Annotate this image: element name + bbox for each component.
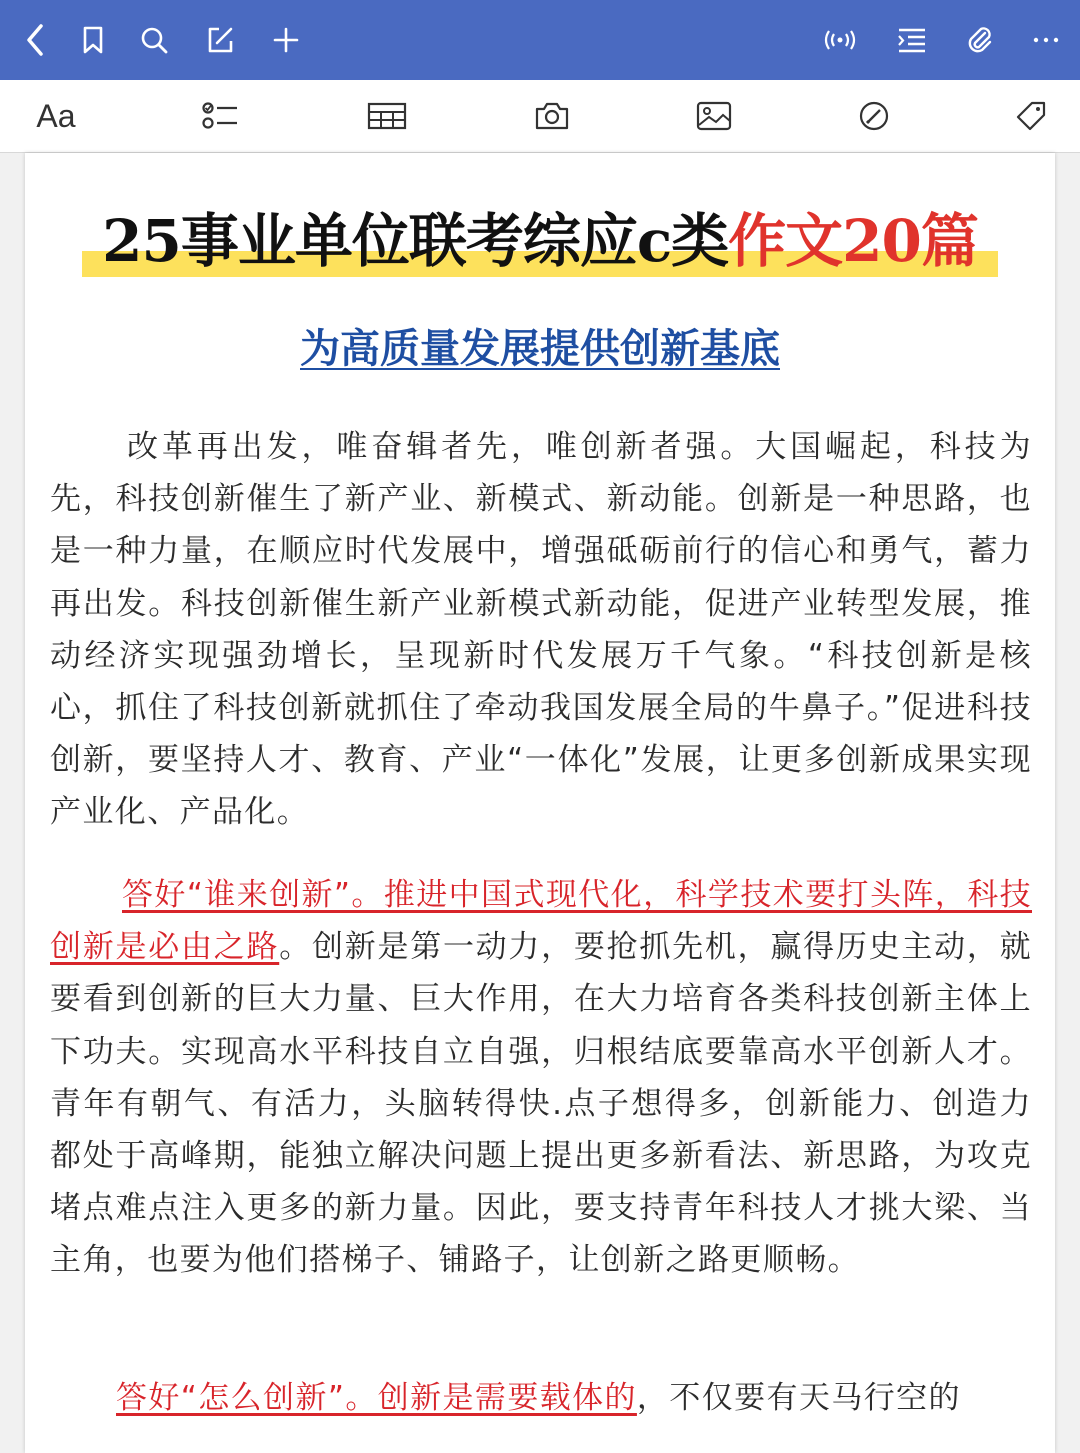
paragraph-1: 改革再出发，唯奋辑者先，唯创新者强。大国崛起，科技为先，科技创新催生了新产业、新模式、新动能。创新是一种思路，也是一种力量，在顺应时代发展中，增强砥砺前行的信心和勇气，蓄力再出发。科技创新催生新产业新模式新动能，促进产业转型发展，推动经济实现强劲增长，呈现新时代发展万千气象。“科技创新是核心，抓住了科技创新就抓住了牵动我国发展全局的牛鼻子。”促进科技创新，要坚持人才、教育、产业“一体化”发展，让更多创新成果实现产业化、产品化。 <box>50 429 1032 831</box>
camera-icon[interactable] <box>524 88 580 144</box>
search-icon[interactable] <box>128 14 180 66</box>
paragraph-3 <box>50 1372 1032 1424</box>
paragraph-3-lead: 答好“怎么创新”。创新是需要载体的 <box>116 1380 637 1416</box>
title-red-part: 作文20篇 <box>728 207 978 275</box>
paragraph-2-body: 。创新是第一动力，要抢抓先机，赢得历史主动，就要看到创新的巨大力量、巨大作用，在大力培育各类科技创新主体上下功夫。实现高水平科技自立自强，归根结底要靠高水平创新人才。青年有朝气、有活力，头脑转得快.点子想得多，创新能力、创造力都处于高峰期，能独立解决问题上提出更多新看法、新思路，为攻克堵点难点注入更多的新力量。因此，要支持青年科技人才挑大梁、当主角，也要为他们搭梯子、铺路子，让创新之路更顺畅。 <box>50 929 1032 1279</box>
document-title-wrap <box>25 205 1055 277</box>
paperclip-icon[interactable] <box>954 14 1006 66</box>
document-subtitle: 为高质量发展提供创新基底 <box>300 325 780 372</box>
chevron-left-icon[interactable] <box>10 14 62 66</box>
pen-icon[interactable] <box>846 88 902 144</box>
broadcast-icon[interactable] <box>814 14 866 66</box>
paragraph-2-lead: 答好“谁来创新”。推进中国式现代化，科学技术要打头阵，科技创新是必由之路 <box>50 877 1032 966</box>
top-navigation-bar <box>0 0 1080 80</box>
outline-icon[interactable] <box>886 14 938 66</box>
tag-icon[interactable] <box>1003 88 1059 144</box>
text-style-button[interactable] <box>28 88 84 144</box>
document-title <box>82 205 998 277</box>
paragraph-3-body: ，不仅要有天马行空的 <box>636 1380 961 1416</box>
table-icon[interactable] <box>359 88 415 144</box>
document-page[interactable] <box>25 153 1055 1453</box>
plus-icon[interactable] <box>260 14 312 66</box>
formatting-toolbar <box>0 80 1080 153</box>
more-icon[interactable] <box>1020 14 1072 66</box>
edit-icon[interactable] <box>194 14 246 66</box>
checklist-icon[interactable] <box>193 88 249 144</box>
title-black-part: 25事业单位联考综应c类 <box>102 207 729 275</box>
paragraph-2 <box>50 869 1032 1287</box>
image-icon[interactable] <box>686 88 742 144</box>
bookmark-icon[interactable] <box>67 14 119 66</box>
text-style-label: Aa <box>36 97 76 134</box>
